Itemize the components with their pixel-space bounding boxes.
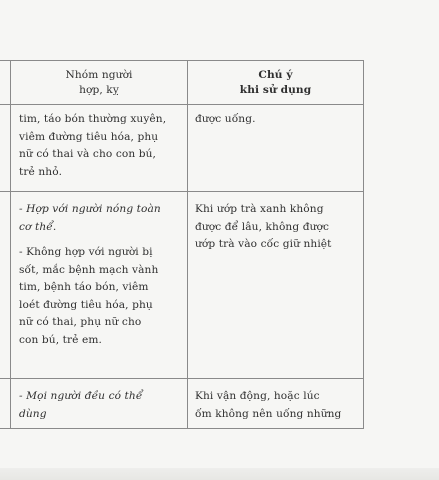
row2-notes-cell — [195, 201, 357, 254]
row2-italic-line2: cơ thể. — [19, 220, 57, 233]
row2-group-line3: tim, bệnh táo bón, viêm — [19, 281, 149, 293]
header-group-line2: hợp, kỵ — [79, 84, 119, 96]
row1-notes-line1: được uống. — [195, 113, 256, 125]
column-divider — [187, 60, 188, 429]
row2-bottom-border — [0, 378, 364, 379]
page-bottom-edge — [0, 468, 439, 480]
row2-notes-line1: Khi ướp trà xanh không — [195, 203, 324, 215]
row2-group-line6: con bú, trẻ em. — [19, 333, 102, 346]
row2-italic-line1: - Hợp với người nóng toàn — [19, 203, 161, 215]
table-left-border — [10, 60, 11, 429]
row2-group-line2: sốt, mắc bệnh mạch vành — [19, 263, 159, 276]
row2-notes-line2: được để lâu, không được — [195, 220, 330, 233]
row1-bottom-border — [0, 191, 364, 192]
row2-notes-line3: ướp trà vào cốc giữ nhiệt — [195, 238, 332, 250]
row2-group-cell — [19, 201, 181, 349]
row3-notes-line1: Khi vận động, hoặc lúc — [195, 390, 320, 402]
header-notes-line1: Chú ý — [258, 69, 293, 81]
table-right-border — [363, 60, 364, 429]
row1-notes-cell — [195, 111, 357, 129]
row1-group-line1: tim, táo bón thường xuyên, — [19, 113, 167, 125]
header-notes-line2: khi sử dụng — [239, 84, 312, 96]
row1-group-line3: nữ có thai và cho con bú, — [19, 148, 156, 160]
header-bottom-border — [0, 104, 364, 105]
row2-group-line4: loét đường tiêu hóa, phụ — [19, 298, 153, 311]
row1-group-line4: trẻ nhỏ. — [19, 165, 63, 178]
row3-notes-line2: ốm không nên uống những — [195, 407, 342, 420]
row2-group-line1: - Không hợp với người bị — [19, 246, 153, 258]
table-top-border — [0, 60, 364, 61]
row3-italic-line1: - Mọi người đều có thể — [19, 390, 143, 402]
row3-notes-cell — [195, 388, 357, 423]
header-notes-cell — [188, 68, 363, 98]
header-group-cell — [11, 68, 187, 98]
header-group-line1: Nhóm người — [65, 69, 133, 81]
row1-group-cell — [19, 111, 181, 181]
row2-group-line5: nữ có thai, phụ nữ cho — [19, 316, 142, 328]
row3-italic-line2: dùng — [19, 407, 47, 420]
row3-group-cell — [19, 388, 181, 423]
row1-group-line2: viêm đường tiêu hóa, phụ — [19, 130, 159, 143]
row3-bottom-border — [0, 428, 364, 429]
